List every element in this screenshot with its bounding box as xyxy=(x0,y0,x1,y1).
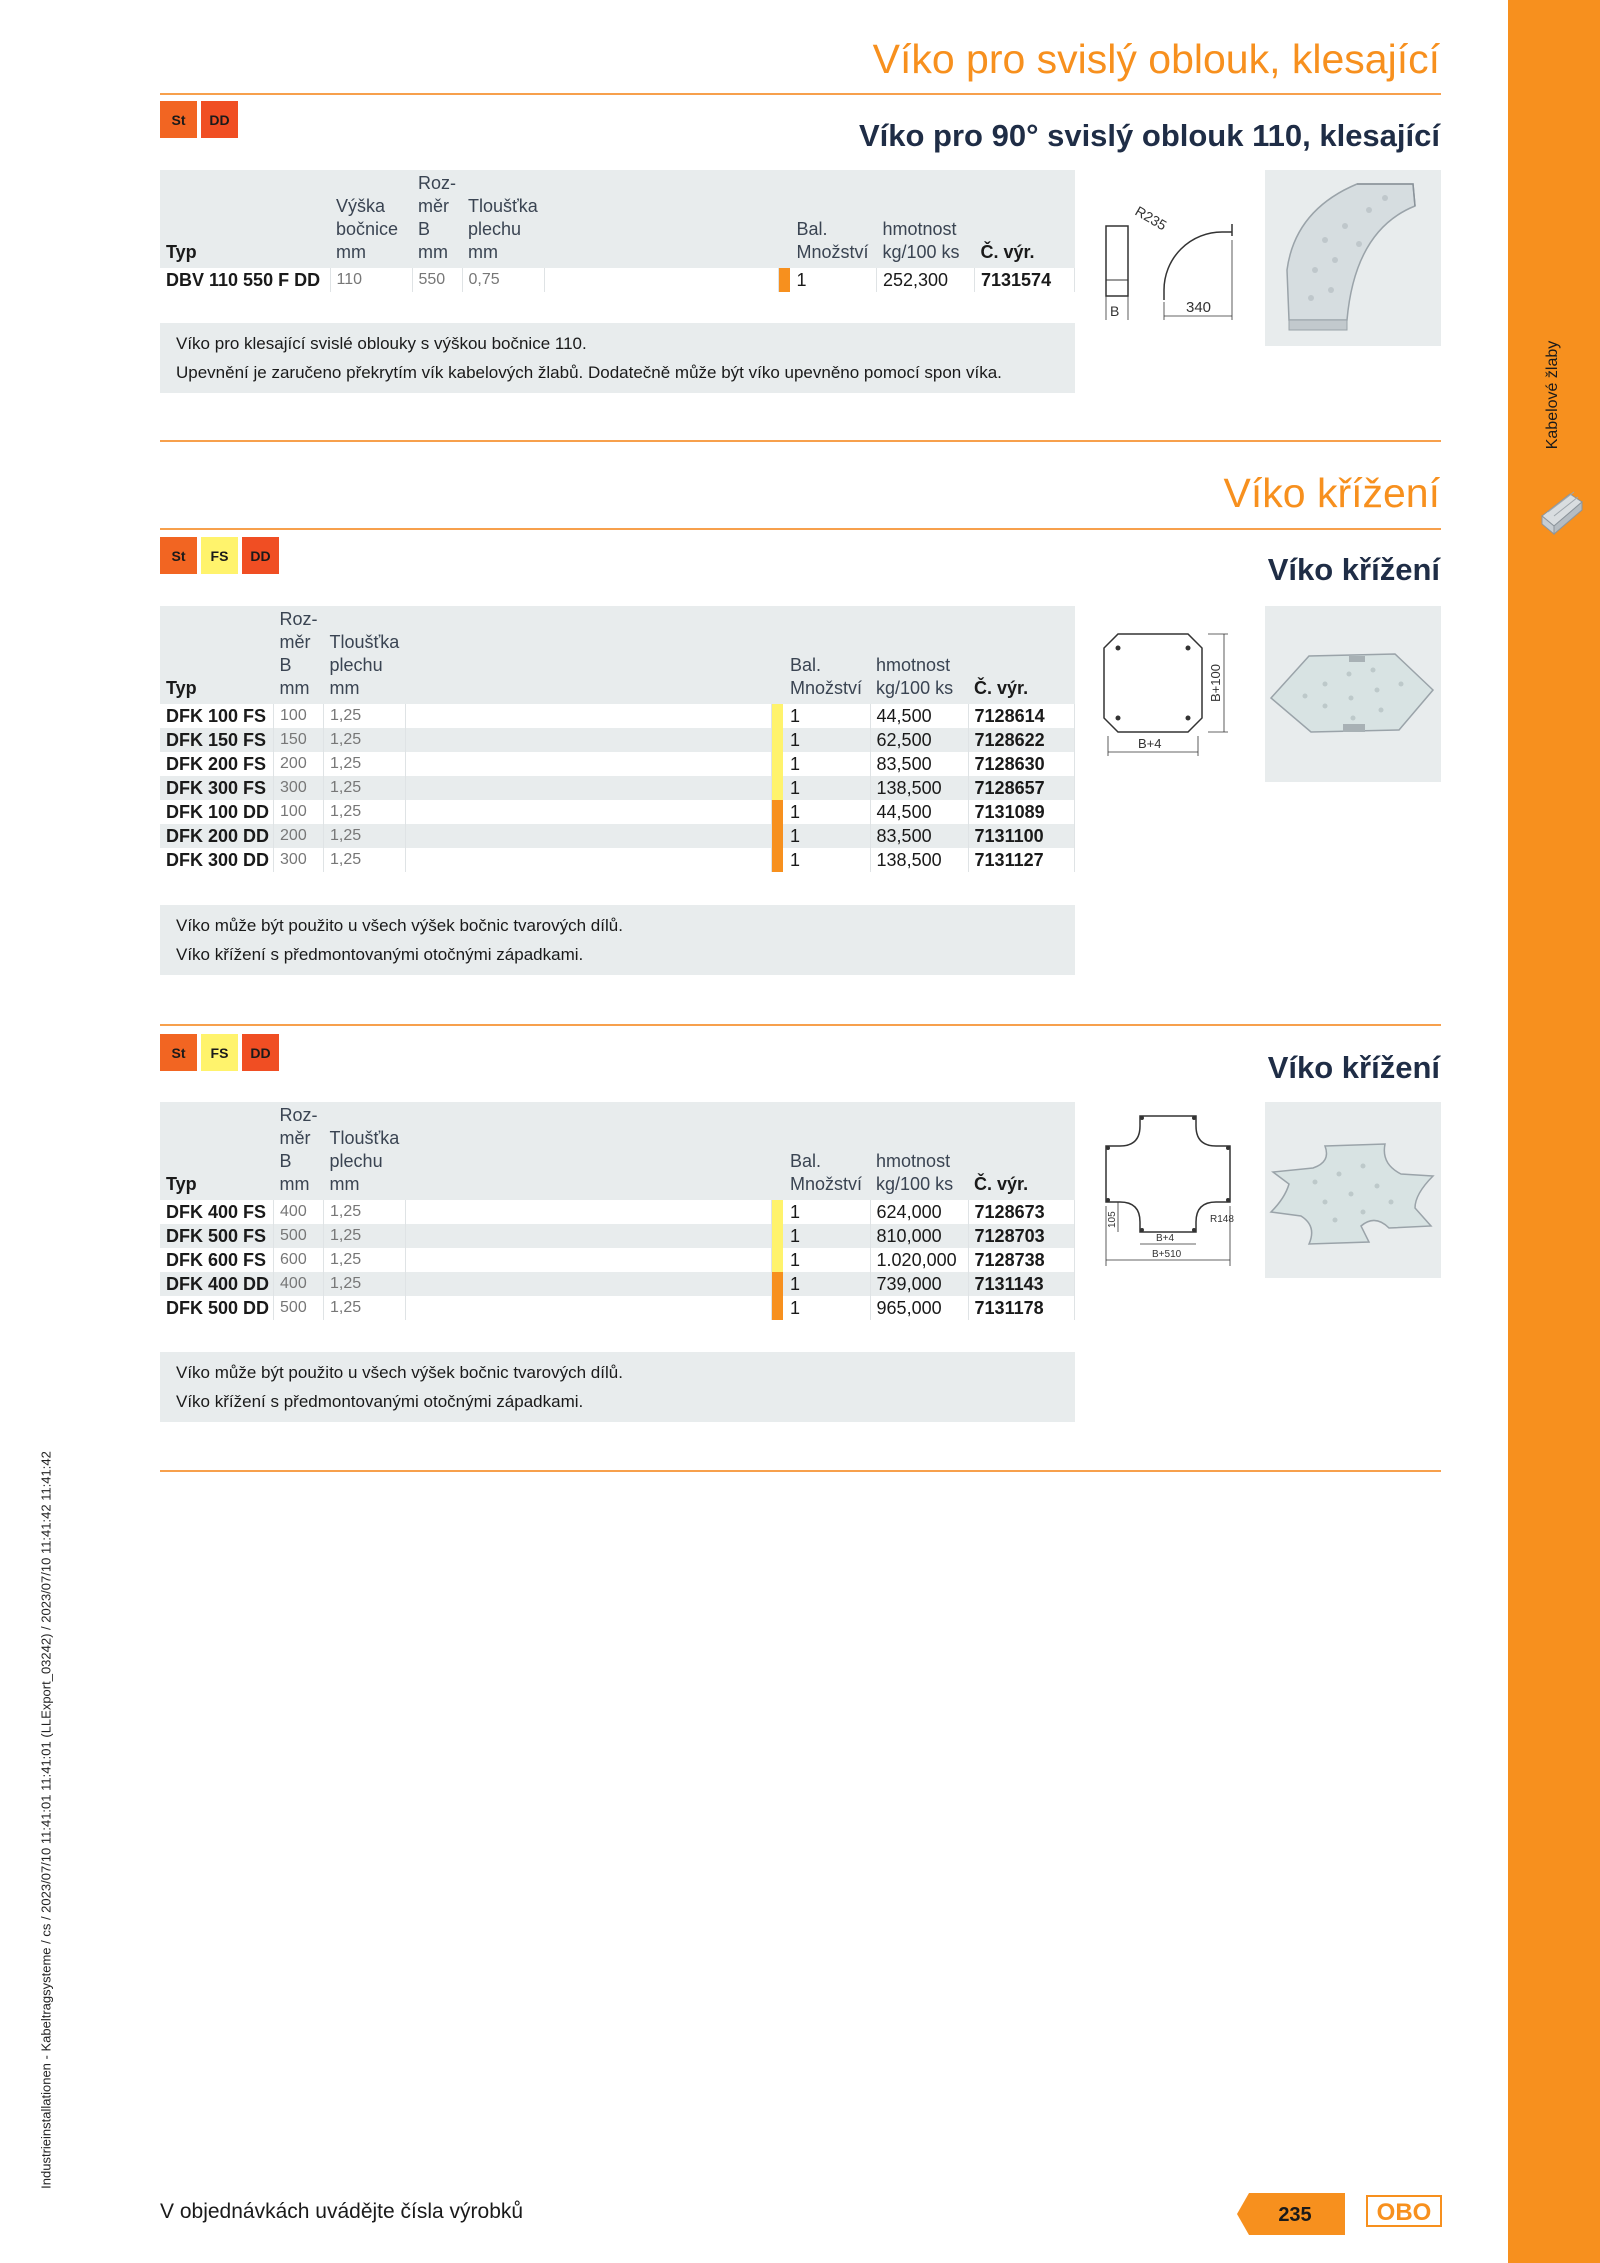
obo-logo xyxy=(1366,2193,1442,2229)
cell-hmotnost: 44,500 xyxy=(870,800,968,824)
cell-cislo: 7128657 xyxy=(968,776,1074,800)
cell-mark xyxy=(772,1248,785,1272)
badge-fs: FS xyxy=(201,537,238,574)
col-hmotnost: hmotnost kg/100 ks xyxy=(870,606,968,704)
badge-dd: DD xyxy=(201,101,238,138)
cell-hmotnost: 624,000 xyxy=(870,1200,968,1224)
cell-mark xyxy=(772,728,785,752)
cell-cislo: 7128614 xyxy=(968,704,1074,728)
badge-dd: DD xyxy=(242,1034,279,1071)
material-badges xyxy=(160,537,279,574)
cell-bal: 1 xyxy=(784,752,870,776)
col-tloustka: Tloušťka plechu mm xyxy=(462,170,544,268)
cell-empty xyxy=(406,800,772,824)
material-badges xyxy=(160,1034,279,1071)
label-width: B+4 xyxy=(1156,1233,1175,1244)
page-number: 235 xyxy=(1278,2204,1312,2226)
cell-b: 550 xyxy=(412,268,462,292)
product-photo xyxy=(1265,606,1441,782)
cell-b: 100 xyxy=(274,704,324,728)
col-typ: Typ xyxy=(160,1102,274,1200)
cell-b: 400 xyxy=(274,1272,324,1296)
cell-b: 600 xyxy=(274,1248,324,1272)
page-number-tab xyxy=(1237,2193,1345,2235)
cell-b: 200 xyxy=(274,824,324,848)
label-total-width: B+510 xyxy=(1152,1249,1182,1260)
cell-hmotnost: 1.020,000 xyxy=(870,1248,968,1272)
cell-typ: DFK 100 DD xyxy=(160,800,274,824)
table-row xyxy=(160,268,1075,292)
cell-empty xyxy=(406,1296,772,1320)
col-cislo: Č. výr. xyxy=(975,170,1075,268)
col-tloustka: Tloušťka plechu mm xyxy=(324,1102,406,1200)
cell-empty xyxy=(406,1272,772,1296)
cell-tloustka: 1,25 xyxy=(324,1248,406,1272)
material-badges xyxy=(160,101,238,138)
page-title: Víko křížení xyxy=(1223,470,1440,516)
col-tloustka: Tloušťka plechu mm xyxy=(324,606,406,704)
table-row xyxy=(160,1224,1075,1248)
divider xyxy=(160,528,1441,530)
cell-hmotnost: 62,500 xyxy=(870,728,968,752)
col-vyska: Výška bočnice mm xyxy=(330,170,412,268)
cell-bal: 1 xyxy=(784,704,870,728)
cell-mark xyxy=(772,776,785,800)
cell-hmotnost: 83,500 xyxy=(870,752,968,776)
cell-empty xyxy=(406,776,772,800)
table-row xyxy=(160,1272,1075,1296)
cell-cislo: 7131178 xyxy=(968,1296,1074,1320)
cell-hmotnost: 44,500 xyxy=(870,704,968,728)
cell-b: 300 xyxy=(274,776,324,800)
col-empty xyxy=(406,606,772,704)
section-title: Víko křížení xyxy=(1267,1050,1440,1085)
cell-tloustka: 0,75 xyxy=(462,268,544,292)
col-mark xyxy=(772,606,785,704)
note-line: Upevnění je zaručeno překrytím vík kabelových žlabů. Dodatečně může být víko upevněno pomocí spon víka. xyxy=(176,363,1002,382)
cell-bal: 1 xyxy=(784,1296,870,1320)
cell-mark xyxy=(772,1272,785,1296)
cell-mark xyxy=(772,1224,785,1248)
cell-bal: 1 xyxy=(784,1248,870,1272)
label-radius: R235 xyxy=(1132,202,1170,234)
section-title: Víko křížení xyxy=(1267,552,1440,587)
label-width: 340 xyxy=(1186,299,1212,316)
cell-tloustka: 1,25 xyxy=(324,752,406,776)
col-bal: Bal. Množství xyxy=(784,1102,870,1200)
col-rozmer: Roz- měr B mm xyxy=(274,606,324,704)
cell-typ: DBV 110 550 F DD xyxy=(160,268,330,292)
product-table xyxy=(160,1102,1075,1320)
cell-bal: 1 xyxy=(784,1272,870,1296)
cell-bal: 1 xyxy=(791,268,877,292)
cell-cislo: 7131127 xyxy=(968,848,1074,872)
cell-typ: DFK 300 DD xyxy=(160,848,274,872)
col-bal: Bal. Množství xyxy=(791,170,877,268)
cell-mark xyxy=(772,1200,785,1224)
label-width: B+4 xyxy=(1138,736,1162,751)
cell-empty xyxy=(406,848,772,872)
cell-bal: 1 xyxy=(784,776,870,800)
table-row xyxy=(160,800,1075,824)
sidebar-tab xyxy=(1508,0,1600,2263)
cell-empty xyxy=(406,704,772,728)
col-empty xyxy=(406,1102,772,1200)
cell-mark xyxy=(772,1296,785,1320)
cell-typ: DFK 150 FS xyxy=(160,728,274,752)
product-photo xyxy=(1265,1102,1441,1278)
col-cislo: Č. výr. xyxy=(968,1102,1074,1200)
cell-hmotnost: 83,500 xyxy=(870,824,968,848)
cell-cislo: 7131143 xyxy=(968,1272,1074,1296)
label-height: B+100 xyxy=(1208,664,1223,702)
col-hmotnost: hmotnost kg/100 ks xyxy=(870,1102,968,1200)
cable-tray-icon xyxy=(1540,488,1584,538)
col-mark xyxy=(772,1102,785,1200)
col-mark xyxy=(778,170,791,268)
section-title: Víko pro 90° svislý oblouk 110, klesající xyxy=(858,118,1440,153)
table-row xyxy=(160,752,1075,776)
col-rozmer: Roz- měr B mm xyxy=(274,1102,324,1200)
cell-typ: DFK 500 FS xyxy=(160,1224,274,1248)
divider xyxy=(160,1470,1441,1472)
notes-box xyxy=(160,905,1075,975)
cell-cislo: 7131574 xyxy=(975,268,1075,292)
page-title: Víko pro svislý oblouk, klesající xyxy=(872,36,1440,82)
badge-st: St xyxy=(160,1034,197,1071)
cell-empty xyxy=(406,1224,772,1248)
label-radius: R148 xyxy=(1210,1214,1234,1225)
cell-empty xyxy=(406,728,772,752)
cell-hmotnost: 252,300 xyxy=(877,268,975,292)
table-row xyxy=(160,824,1075,848)
logo-text: OBO xyxy=(1376,2199,1432,2226)
col-rozmer: Roz- měr B mm xyxy=(412,170,462,268)
badge-st: St xyxy=(160,101,197,138)
table-row xyxy=(160,728,1075,752)
note-line: Víko křížení s předmontovanými otočnými západkami. xyxy=(176,1392,584,1411)
cell-bal: 1 xyxy=(784,1224,870,1248)
cell-bal: 1 xyxy=(784,848,870,872)
cell-bal: 1 xyxy=(784,728,870,752)
technical-drawing-bend xyxy=(1096,190,1246,330)
cell-b: 300 xyxy=(274,848,324,872)
cell-mark xyxy=(772,752,785,776)
cell-bal: 1 xyxy=(784,1200,870,1224)
cell-cislo: 7131089 xyxy=(968,800,1074,824)
product-photo xyxy=(1265,170,1441,346)
cell-b: 500 xyxy=(274,1296,324,1320)
col-typ: Typ xyxy=(160,606,274,704)
table-row xyxy=(160,1200,1075,1224)
cell-tloustka: 1,25 xyxy=(324,824,406,848)
cell-cislo: 7128703 xyxy=(968,1224,1074,1248)
cell-cislo: 7128622 xyxy=(968,728,1074,752)
cell-cislo: 7131100 xyxy=(968,824,1074,848)
product-table xyxy=(160,170,1075,292)
cell-empty xyxy=(406,752,772,776)
cell-mark xyxy=(772,824,785,848)
cell-tloustka: 1,25 xyxy=(324,776,406,800)
cell-tloustka: 1,25 xyxy=(324,800,406,824)
cell-cislo: 7128673 xyxy=(968,1200,1074,1224)
footer-note: V objednávkách uvádějte čísla výrobků xyxy=(160,2200,524,2223)
table-row xyxy=(160,1248,1075,1272)
cell-vyska: 110 xyxy=(330,268,412,292)
cell-tloustka: 1,25 xyxy=(324,728,406,752)
cell-tloustka: 1,25 xyxy=(324,1296,406,1320)
cell-tloustka: 1,25 xyxy=(324,1224,406,1248)
cell-b: 100 xyxy=(274,800,324,824)
cell-b: 200 xyxy=(274,752,324,776)
cell-cislo: 7128738 xyxy=(968,1248,1074,1272)
note-line: Víko pro klesající svislé oblouky s výškou bočnice 110. xyxy=(176,334,587,353)
badge-fs: FS xyxy=(201,1034,238,1071)
cell-b: 400 xyxy=(274,1200,324,1224)
table-row xyxy=(160,776,1075,800)
divider xyxy=(160,1024,1441,1026)
col-empty xyxy=(544,170,778,268)
cell-typ: DFK 200 DD xyxy=(160,824,274,848)
col-typ: Typ xyxy=(160,170,330,268)
cell-cislo: 7128630 xyxy=(968,752,1074,776)
cell-typ: DFK 400 FS xyxy=(160,1200,274,1224)
cell-typ: DFK 600 FS xyxy=(160,1248,274,1272)
cell-empty xyxy=(544,268,778,292)
cell-tloustka: 1,25 xyxy=(324,704,406,728)
cell-bal: 1 xyxy=(784,800,870,824)
cell-hmotnost: 965,000 xyxy=(870,1296,968,1320)
note-line: Víko může být použito u všech výšek bočnic tvarových dílů. xyxy=(176,916,623,935)
table-row xyxy=(160,704,1075,728)
divider xyxy=(160,440,1441,442)
note-line: Víko může být použito u všech výšek bočnic tvarových dílů. xyxy=(176,1363,623,1382)
cell-typ: DFK 500 DD xyxy=(160,1296,274,1320)
note-line: Víko křížení s předmontovanými otočnými západkami. xyxy=(176,945,584,964)
cell-tloustka: 1,25 xyxy=(324,1200,406,1224)
cell-hmotnost: 138,500 xyxy=(870,848,968,872)
cell-mark xyxy=(778,268,791,292)
cell-typ: DFK 200 FS xyxy=(160,752,274,776)
col-cislo: Č. výr. xyxy=(968,606,1074,704)
cell-b: 500 xyxy=(274,1224,324,1248)
cell-mark xyxy=(772,704,785,728)
export-metadata: Industrieinstallationen - Kabeltragsysteme / cs / 2023/07/10 11:41:01 11:41:01 (LLExport_03242) / 2023/07/10 11:41:42 11:41:42 xyxy=(38,1451,54,2189)
divider xyxy=(160,93,1441,95)
badge-st: St xyxy=(160,537,197,574)
product-table xyxy=(160,606,1075,872)
cell-b: 150 xyxy=(274,728,324,752)
cell-typ: DFK 300 FS xyxy=(160,776,274,800)
cell-hmotnost: 138,500 xyxy=(870,776,968,800)
badge-dd: DD xyxy=(242,537,279,574)
cell-mark xyxy=(772,848,785,872)
cell-typ: DFK 100 FS xyxy=(160,704,274,728)
col-hmotnost: hmotnost kg/100 ks xyxy=(877,170,975,268)
cell-bal: 1 xyxy=(784,824,870,848)
notes-box xyxy=(160,323,1075,393)
sidebar-label: Kabelové žlaby xyxy=(1544,340,1561,450)
cell-empty xyxy=(406,1200,772,1224)
col-bal: Bal. Množství xyxy=(784,606,870,704)
table-row xyxy=(160,848,1075,872)
label-height: 105 xyxy=(1107,1211,1118,1228)
cell-tloustka: 1,25 xyxy=(324,1272,406,1296)
cell-tloustka: 1,25 xyxy=(324,848,406,872)
cell-empty xyxy=(406,824,772,848)
cell-typ: DFK 400 DD xyxy=(160,1272,274,1296)
table-row xyxy=(160,1296,1075,1320)
technical-drawing-cross-large xyxy=(1096,1110,1246,1270)
label-b: B xyxy=(1110,303,1120,319)
notes-box xyxy=(160,1352,1075,1422)
cell-hmotnost: 739,000 xyxy=(870,1272,968,1296)
cell-mark xyxy=(772,800,785,824)
cell-hmotnost: 810,000 xyxy=(870,1224,968,1248)
technical-drawing-cross xyxy=(1096,622,1246,762)
cell-empty xyxy=(406,1248,772,1272)
